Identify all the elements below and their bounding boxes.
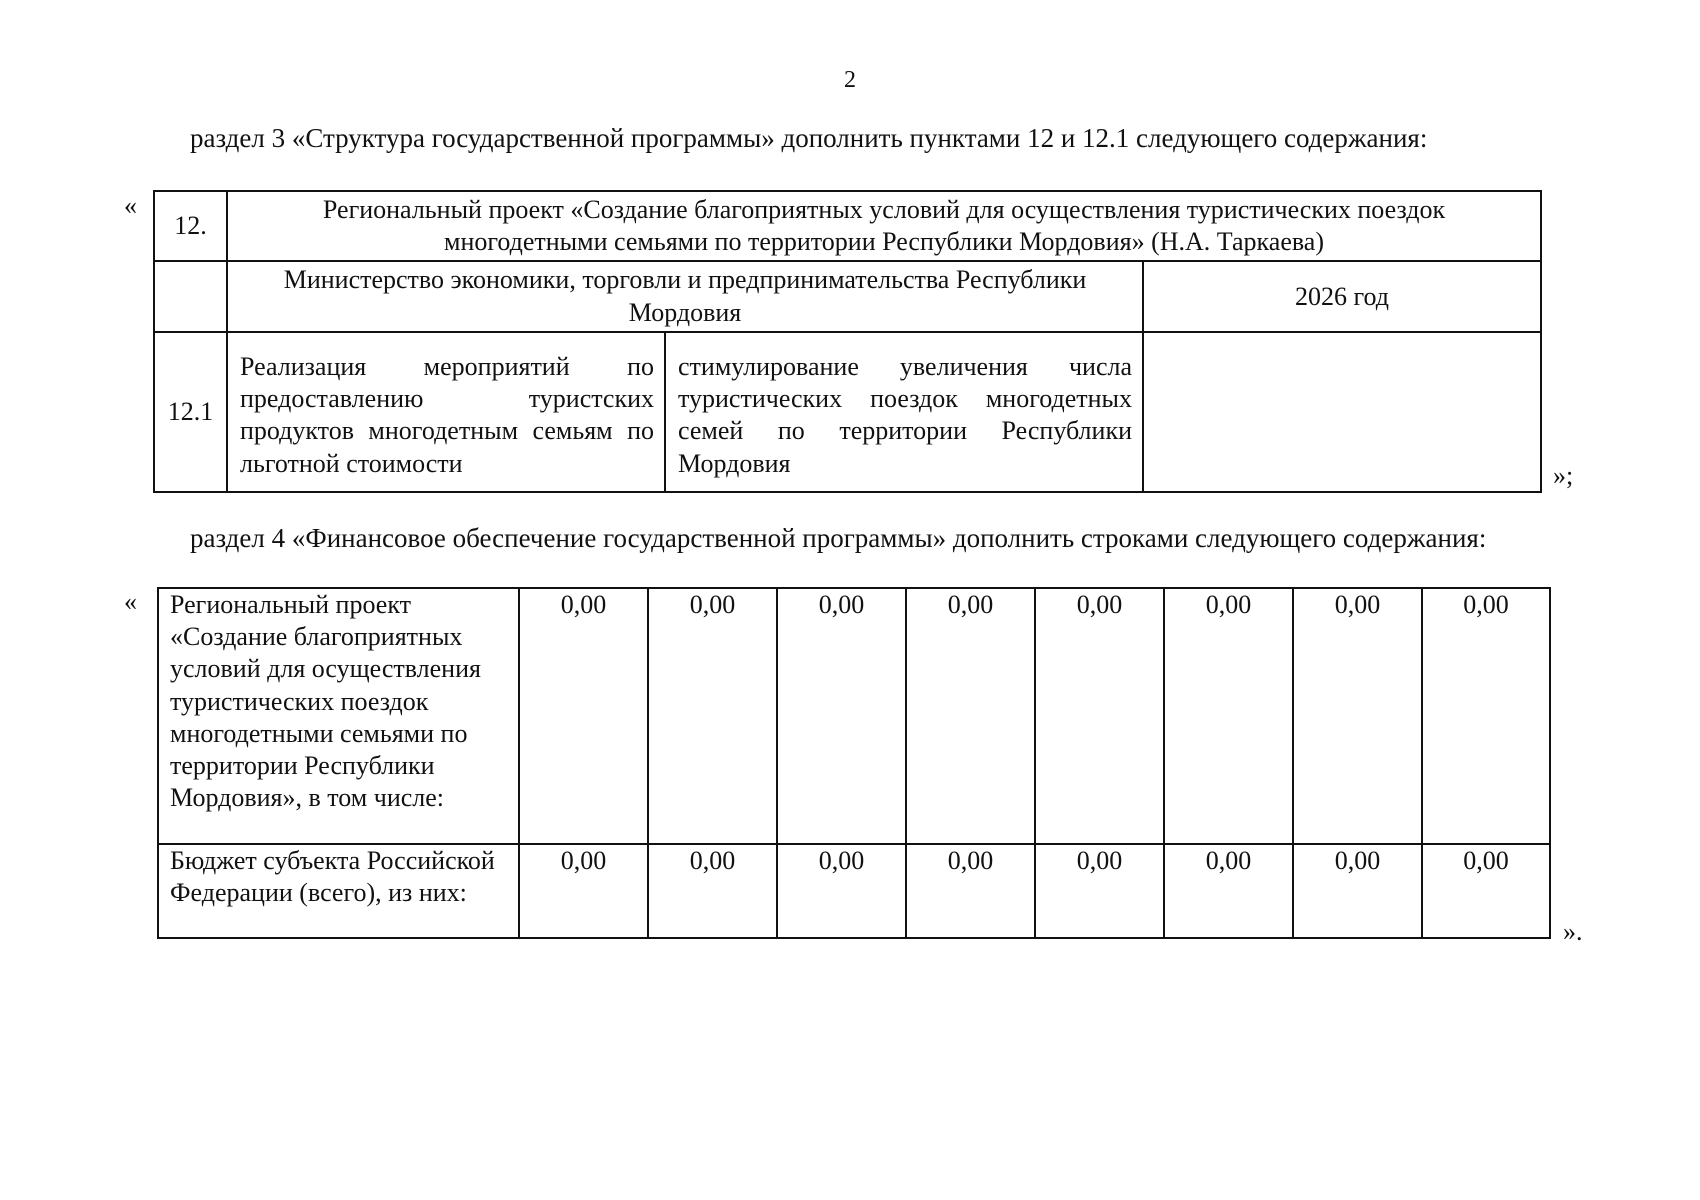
indicator-link-cell <box>1143 332 1541 492</box>
financing-row-label: Бюджет субъекта Российской Федерации (всего), из них: <box>158 844 519 938</box>
financing-value: 0,00 <box>1164 844 1293 938</box>
row-number: 12. <box>154 191 227 261</box>
financing-table <box>157 587 1551 939</box>
financing-value: 0,00 <box>1293 588 1422 844</box>
financing-value: 0,00 <box>1293 844 1422 938</box>
task-effect: стимулирование увеличения числа туристических поездок многодетных семей по территории Республики Мордовия <box>665 332 1143 492</box>
financing-value: 0,00 <box>1422 844 1550 938</box>
table-row-ministry <box>154 261 1541 331</box>
section3-intro: раздел 3 «Структура государственной программы» дополнить пунктами 12 и 12.1 следующего содержания: <box>190 123 1428 153</box>
implementation-year: 2026 год <box>1143 261 1541 331</box>
financing-value: 0,00 <box>1422 588 1550 844</box>
financing-value: 0,00 <box>906 844 1035 938</box>
section4-open-quote: « <box>124 587 137 616</box>
table-row <box>158 844 1550 938</box>
financing-value: 0,00 <box>1035 588 1164 844</box>
financing-value: 0,00 <box>1035 844 1164 938</box>
table-row <box>158 588 1550 844</box>
financing-value: 0,00 <box>1164 588 1293 844</box>
page-number: 2 <box>844 67 856 93</box>
section3-close-quote: »; <box>1553 461 1574 490</box>
table-row-12-1 <box>154 332 1541 492</box>
financing-value: 0,00 <box>648 844 777 938</box>
financing-value: 0,00 <box>777 844 906 938</box>
empty-cell <box>154 261 227 331</box>
regional-project-title: Региональный проект «Создание благоприятных условий для осуществления туристических поездок многодетными семьями по территории Республики Мордовия» (Н.А. Таркаева) <box>227 191 1541 261</box>
financing-value: 0,00 <box>648 588 777 844</box>
financing-value: 0,00 <box>519 588 648 844</box>
section4-intro: раздел 4 «Финансовое обеспечение государственной программы» дополнить строками следующего содержания: <box>190 523 1487 553</box>
section4-close-quote: ». <box>1563 917 1583 946</box>
financing-value: 0,00 <box>777 588 906 844</box>
structure-table <box>153 190 1542 493</box>
financing-value: 0,00 <box>519 844 648 938</box>
financing-row-label: Региональный проект «Создание благоприятных условий для осуществления туристических поездок многодетными семьями по территории Республики Мордовия», в том числе: <box>158 588 519 844</box>
task-description: Реализация мероприятий по предоставлению туристских продуктов многодетным семьям по льготной стоимости <box>227 332 665 492</box>
responsible-ministry: Министерство экономики, торговли и предпринимательства Республики Мордовия <box>227 261 1143 331</box>
section3-open-quote: « <box>124 191 137 220</box>
row-number: 12.1 <box>154 332 227 492</box>
financing-value: 0,00 <box>906 588 1035 844</box>
table-row-12 <box>154 191 1541 261</box>
